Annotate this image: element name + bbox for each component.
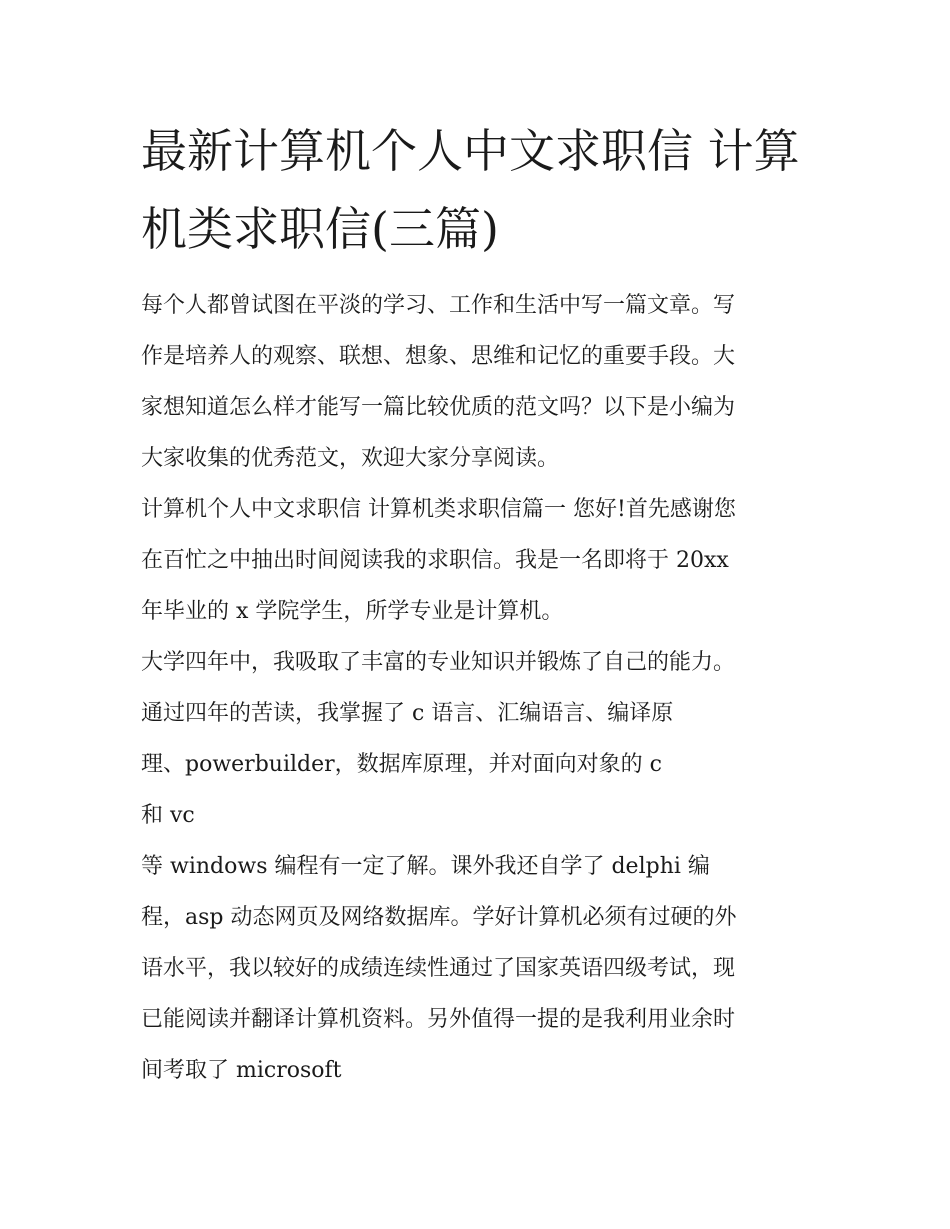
document-body <box>141 280 821 1096</box>
body-line: 作是培养人的观察、联想、想象、思维和记忆的重要手段。大 <box>141 344 736 369</box>
body-line: 等 windows 编程有一定了解。课外我还自学了 delphi 编 <box>141 854 710 879</box>
body-line: 家想知道怎么样才能写一篇比较优质的范文吗？以下是小编为 <box>141 395 736 420</box>
body-line: 通过四年的苦读，我掌握了 c 语言、汇编语言、编译原 <box>141 701 674 726</box>
body-line: 每个人都曾试图在平淡的学习、工作和生活中写一篇文章。写 <box>141 293 736 318</box>
body-line: 语水平，我以较好的成绩连续性通过了国家英语四级考试，现 <box>141 956 736 981</box>
body-line: 年毕业的 x 学院学生，所学专业是计算机。 <box>141 599 564 624</box>
body-line: 在百忙之中抽出时间阅读我的求职信。我是一名即将于 20xx <box>141 548 729 573</box>
body-line: 程，asp 动态网页及网络数据库。学好计算机必须有过硬的外 <box>141 905 737 930</box>
body-line: 大家收集的优秀范文，欢迎大家分享阅读。 <box>141 446 560 471</box>
body-line: 大学四年中，我吸取了丰富的专业知识并锻炼了自己的能力。 <box>141 650 736 675</box>
body-line: 计算机个人中文求职信 计算机类求职信篇一 您好!首先感谢您 <box>141 497 736 522</box>
body-line: 间考取了 microsoft <box>141 1058 342 1083</box>
body-line: 理、powerbuilder，数据库原理，并对面向对象的 c <box>141 752 662 777</box>
body-line: 和 vc <box>141 803 195 828</box>
document-title: 最新计算机个人中文求职信 计算机类求职信(三篇) <box>141 124 800 256</box>
document-content <box>141 112 821 1096</box>
body-line: 已能阅读并翻译计算机资料。另外值得一提的是我利用业余时 <box>141 1007 736 1032</box>
